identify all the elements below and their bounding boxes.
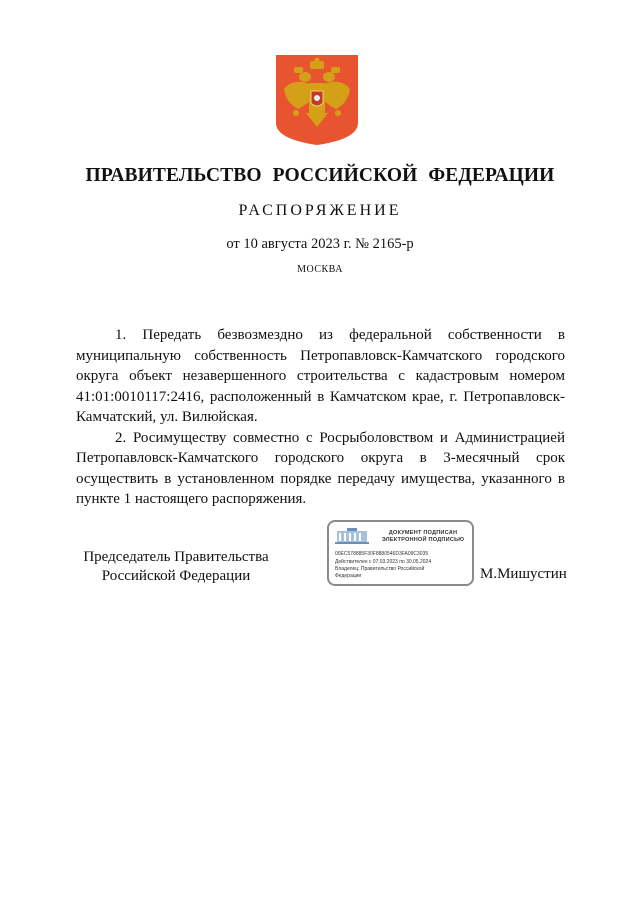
stamp-title-line1: ДОКУМЕНТ ПОДПИСАН (388, 530, 458, 536)
document-date-number: от 10 августа 2023 г. № 2165-р (226, 236, 414, 252)
signatory-position (76, 548, 276, 586)
signatory-position-line2: Российской Федерации (101, 568, 251, 584)
order-body (76, 325, 565, 510)
stamp-validity: Действителен с 07.03.2023 по 30.05.2024 (335, 559, 432, 565)
order-paragraph-2: 2. Росимуществу совместно с Росрыболовством и Администрацией Петропавловск-Камчатского городского округа в 3-месячный срок осуществить в установленном порядке передачу имущества, указанного в пункте 1 настоящего распоряжения. (76, 429, 565, 507)
government-title: ПРАВИТЕЛЬСТВО РОССИЙСКОЙ ФЕДЕРАЦИИ (85, 165, 555, 186)
document-type: РАСПОРЯЖЕНИЕ (238, 202, 402, 219)
signatory-name: М.Мишустин (480, 566, 567, 582)
government-building-icon (335, 528, 369, 544)
stamp-owner-line1: Владелец: Правительство Российской (335, 566, 425, 572)
stamp-owner-line2: Федерации (335, 573, 362, 579)
stamp-certificate: 00EC578885F30F8880546D3FA09C3035 (335, 551, 429, 557)
state-emblem (276, 55, 358, 145)
stamp-heading (375, 530, 471, 544)
stamp-title-line2: ЭЛЕКТРОННОЙ ПОДПИСЬЮ (381, 537, 465, 543)
document-city: МОСКВА (297, 264, 343, 275)
electronic-signature-stamp (327, 520, 474, 586)
order-paragraph-1: 1. Передать безвозмездно из федеральной собственности в муниципальную собственность Петропавловск-Камчатского городского округа объект незавершенного строительства с кадастровым номером 41:01:0010117:2416, расположенный в Камчатском крае, г. Петропавловск-Камчатский, ул. Вилюйская. (76, 327, 565, 425)
signatory-position-line1: Председатель Правительства (83, 549, 269, 565)
